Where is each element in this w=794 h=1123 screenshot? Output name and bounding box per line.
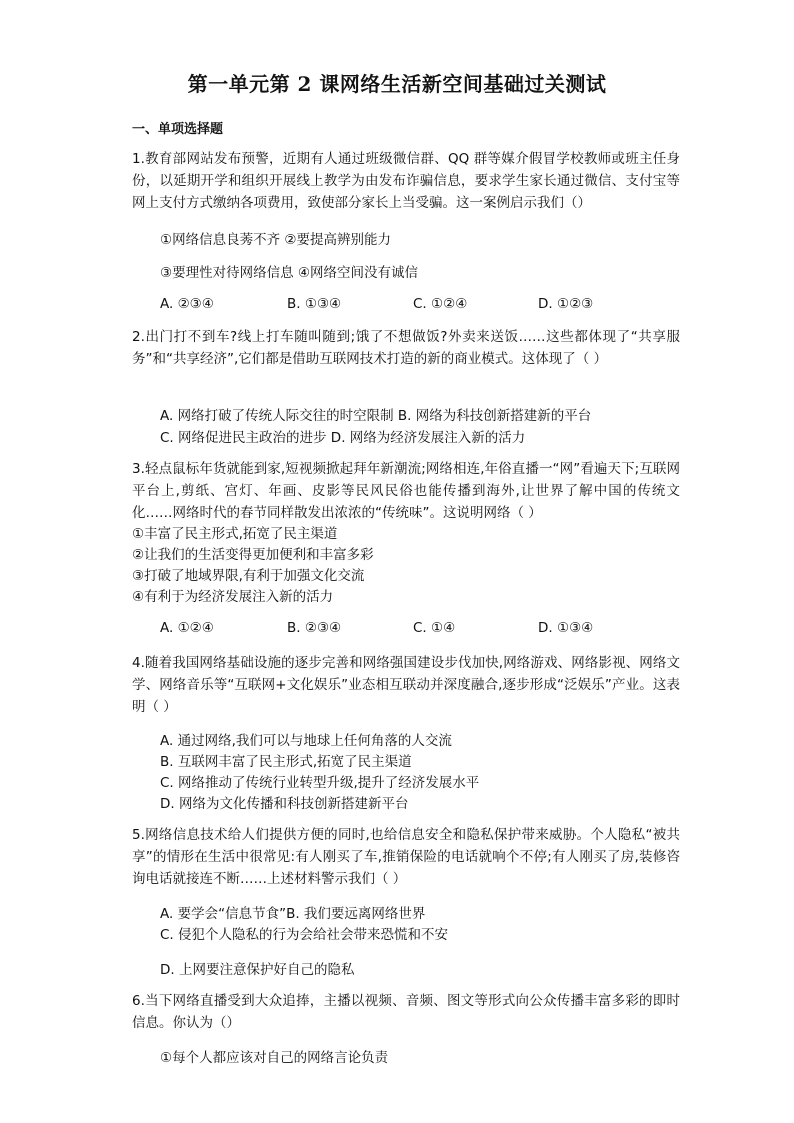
question-3-statement: ①丰富了民主形式,拓宽了民主渠道 — [132, 526, 338, 542]
question-4-option-b[interactable]: B. 互联网丰富了民主形式,拓宽了民主渠道 — [160, 754, 412, 770]
question-3-stem: 3.轻点鼠标年货就能到家,短视频掀起拜年新潮流;网络相连,年俗直播一“网”看遍天下;互联网平台上,剪纸、宫灯、年画、皮影等民风民俗也能传播到海外,让世界了解中国的传统文化……网络时代的春节同样散发出浓浓的“传统味”。这说明网络（ ） — [132, 461, 680, 521]
question-5-stem: 5.网络信息技术给人们提供方便的同时,也给信息安全和隐私保护带来威胁。个人隐私“被共享”的情形在生活中很常见:有人刚买了车,推销保险的电话就响个不停;有人刚买了房,装修咨询电话就接连不断……上述材料警示我们（ ） — [132, 827, 680, 887]
question-1-statement: ①网络信息良莠不齐 ②要提高辨别能力 — [160, 232, 391, 248]
question-4-option-a[interactable]: A. 通过网络,我们可以与地球上任何角落的人交流 — [160, 733, 452, 749]
question-4-option-c[interactable]: C. 网络推动了传统行业转型升级,提升了经济发展水平 — [160, 775, 480, 791]
question-6-stem: 6.当下网络直播受到大众追捧，主播以视频、音频、图文等形式向公众传播丰富多彩的即时信息。你认为（） — [132, 993, 680, 1031]
question-5-options-ab[interactable]: A. 要学会“信息节食”B. 我们要远离网络世界 — [160, 906, 426, 922]
question-3-option-b[interactable]: B. ②③④ — [287, 620, 342, 636]
question-1-option-b[interactable]: B. ①③④ — [287, 296, 342, 312]
question-6-statement: ①每个人都应该对自己的网络言论负责 — [160, 1050, 389, 1066]
question-3-statement: ③打破了地域界限,有利于加强文化交流 — [132, 568, 365, 584]
question-3-statement: ②让我们的生活变得更加便利和丰富多彩 — [132, 547, 374, 563]
question-3-option-c[interactable]: C. ①④ — [413, 620, 456, 636]
question-5-option-d[interactable]: D. 上网要注意保护好自己的隐私 — [160, 962, 355, 978]
question-3-statement: ④有利于为经济发展注入新的活力 — [132, 589, 334, 605]
question-1-option-d[interactable]: D. ①②③ — [538, 296, 594, 312]
question-2-options-cd[interactable]: C. 网络促进民主政治的进步 D. 网络为经济发展注入新的活力 — [160, 430, 526, 446]
question-4-option-d[interactable]: D. 网络为文化传播和科技创新搭建新平台 — [160, 796, 409, 812]
question-3-option-a[interactable]: A. ①②④ — [160, 620, 214, 636]
question-3-option-d[interactable]: D. ①③④ — [538, 620, 594, 636]
question-1-option-c[interactable]: C. ①②④ — [413, 296, 468, 312]
question-2-stem: 2.出门打不到车?线上打车随叫随到;饿了不想做饭?外卖来送饭……这些都体现了“共享服务”和“共享经济”,它们都是借助互联网技术打造的新的商业模式。这体现了（ ） — [132, 329, 680, 367]
question-4-stem: 4.随着我国网络基础设施的逐步完善和网络强国建设步伐加快,网络游戏、网络影视、网络文学、网络音乐等“互联网+文化娱乐”业态相互联动并深度融合,逐步形成“泛娱乐”产业。这表明（ ） — [132, 655, 680, 715]
question-1-stem: 1.教育部网站发布预警，近期有人通过班级微信群、QQ 群等媒介假冒学校教师或班主任身份，以延期开学和组织开展线上教学为由发布诈骗信息，要求学生家长通过微信、支付宝等网上支付方式缴纳各项费用，致使部分家长上当受骗。这一案例启示我们（） — [132, 151, 680, 211]
page-title: 第一单元第 2 课网络生活新空间基础过关测试 — [187, 72, 607, 96]
question-1-option-a[interactable]: A. ②③④ — [160, 296, 214, 312]
section-heading: 一、单项选择题 — [132, 122, 224, 137]
question-2-options-ab[interactable]: A. 网络打破了传统人际交往的时空限制 B. 网络为科技创新搭建新的平台 — [160, 408, 592, 424]
question-5-option-c[interactable]: C. 侵犯个人隐私的行为会给社会带来恐慌和不安 — [160, 927, 449, 943]
question-1-statement: ③要理性对待网络信息 ④网络空间没有诚信 — [160, 265, 418, 281]
